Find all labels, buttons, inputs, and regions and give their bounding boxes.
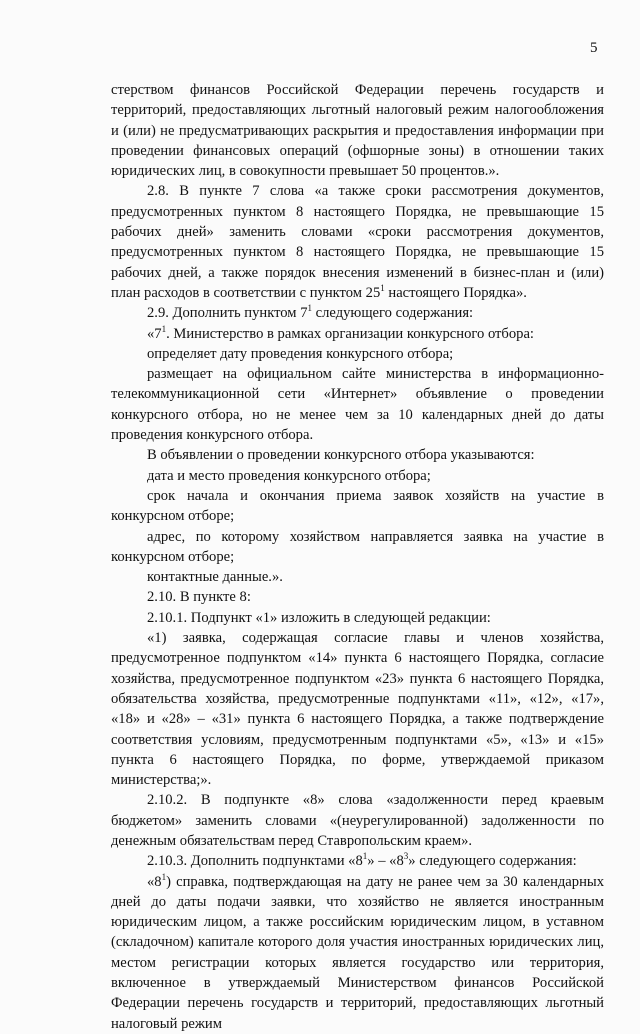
paragraph: адрес, по которому хозяйством направляется заявка на участие в конкурсном отборе; xyxy=(111,528,604,565)
paragraph: стерством финансов Российской Федерации перечень государств и территорий, предоставляющих льготный налоговый режим налогообложения и (или) не предусматривающих раскрытия и предоставления информации при проведении финансовых операций (офшорные зоны) в отношении таких юридических лиц, в совокупности превышает 50 процентов.». xyxy=(111,82,604,180)
paragraph: «1) заявка, содержащая согласие главы и членов хозяйства, предусмотренное подпунктом «14» пункта 6 настоящего Порядка, согласие хозяйства, предусмотренное подпунктом «23» пункта 6 настоящего Порядка, обязательства хозяйства, предусмотренные подпунктами «11», «12», «17», «18» и «28» – «31» пункта 6 настоящего Порядка, а также подтверждение соответствия условиям, предусмотренным подпунктами «5», «13» и «15» пункта 6 настоящего Порядка, по форме, утверждаемой приказом министерства;». xyxy=(111,630,604,789)
paragraph: дата и место проведения конкурсного отбора; xyxy=(147,467,431,484)
page-number: 5 xyxy=(590,40,598,56)
paragraph: «$8^1$) справка, подтверждающая на дату не ранее чем за 30 календарных дней до даты подачи заявки, что хозяйство не является иностранным юридическим лицом, а также российским юридическим лицом, в уставном (складочном) капитале которого доля участия иностранных юридических лиц, местом регистрации которых является государство или территория, включенное в утверждаемый Министерством финансов Российской Федерации перечень государств и территорий, предоставляющих льготный налоговый режим xyxy=(111,871,604,1032)
paragraph: определяет дату проведения конкурсного отбора; xyxy=(147,345,454,362)
document-body xyxy=(111,80,604,1034)
paragraph: срок начала и окончания приема заявок хозяйств на участие в конкурсном отборе; xyxy=(111,487,604,525)
paragraph: контактные данные.». xyxy=(147,569,283,586)
paragraph: 2.9. Дополнить пунктом $7^1$ следующего содержания: xyxy=(147,303,474,322)
paragraph: 2.8. В пункте 7 слова «а также сроки рассмотрения документов, предусмотренных пунктом 8 настоящего Порядка, не превышающие 15 рабочих дней» заменить словами «сроки рассмотрения документов, предусмотренных пунктом 8 настоящего Порядка, не превышающие 15 рабочих дней, а также порядок внесения изменений в бизнес-план и (или) план расходов в соответствии с пунктом $25^1$ настоящего Порядка». xyxy=(111,183,604,301)
paragraph: 2.10.2. В подпункте «8» слова «задолженности перед краевым бюджетом» заменить словами «(неурегулированной) задолженности по денежным обязательствам перед Ставропольским краем». xyxy=(111,792,604,849)
paragraph: В объявлении о проведении конкурсного отбора указываются: xyxy=(147,447,535,464)
paragraph: 2.10. В пункте 8: xyxy=(147,589,251,606)
paragraph: 2.10.3. Дополнить подпунктами «$8^1$» – «$8^3$» следующего содержания: xyxy=(147,851,577,870)
paragraph: «$7^1$. Министерство в рамках организации конкурсного отбора: xyxy=(147,323,534,342)
paragraph: 2.10.1. Подпункт «1» изложить в следующей редакции: xyxy=(147,609,491,626)
paragraph: размещает на официальном сайте министерства в информационно-телекоммуникационной сети «Интернет» объявление о проведении конкурсного отбора, но не менее чем за 10 календарных дней до даты проведения конкурсного отбора. xyxy=(111,366,604,444)
